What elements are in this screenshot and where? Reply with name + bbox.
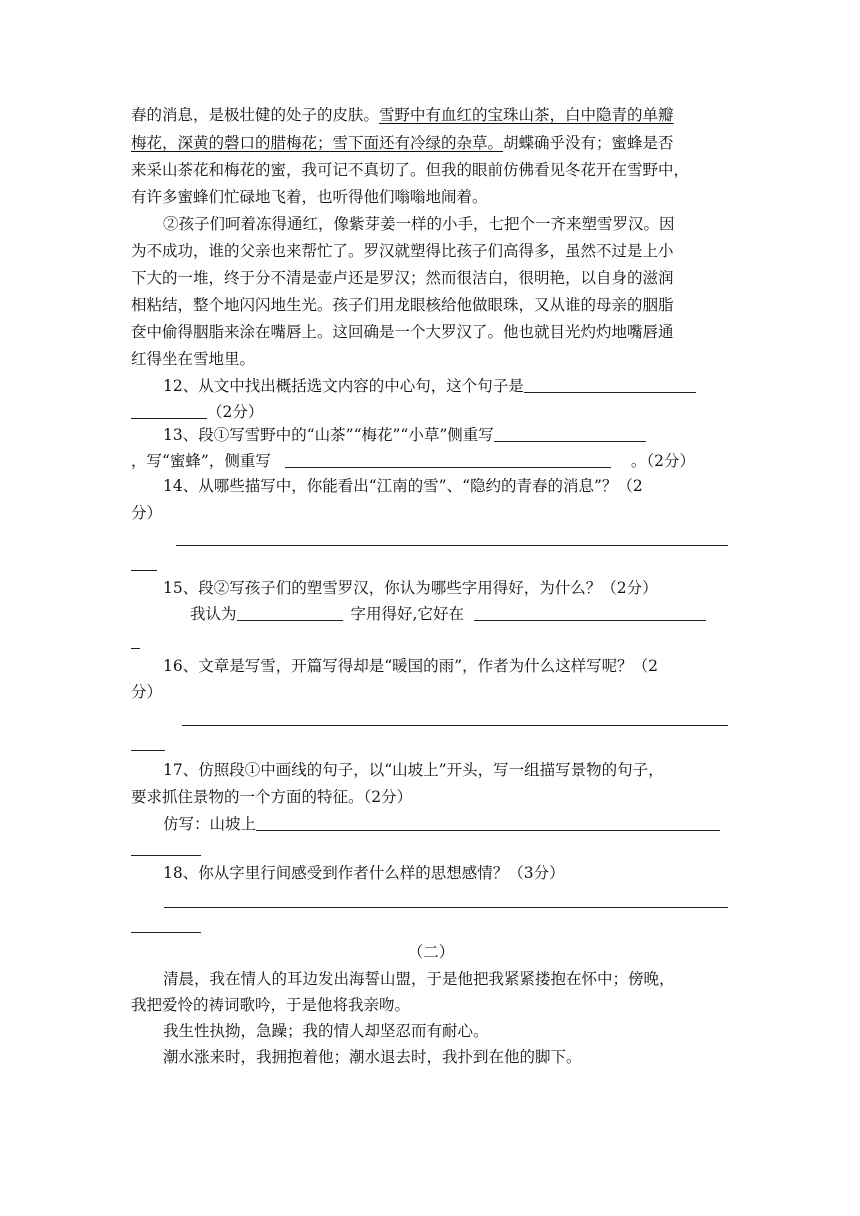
question-13: 13、段①写雪野中的“山茶”“梅花”“小草”侧重写: [163, 422, 731, 448]
answer-line[interactable]: [176, 528, 728, 546]
answer-line[interactable]: [131, 631, 140, 649]
question-17-answer: 仿写：山坡上: [163, 811, 731, 837]
underlined-sentence: 雪野中有血红的宝珠山茶，白中隐青的单瓣: [379, 106, 674, 124]
question-15: 15、段②写孩子们的塑雪罗汉，你认为哪些字用得好，为什么？（2分）: [163, 579, 658, 597]
answer-blank[interactable]: [256, 813, 720, 831]
passage-line: 梅花，深黄的磬口的腊梅花；雪下面还有冷绿的杂草。胡蝶确乎没有；蜜蜂是否: [131, 134, 674, 152]
section-heading: （二）: [407, 943, 455, 961]
answer-line[interactable]: [164, 890, 728, 908]
underlined-sentence: 梅花，深黄的磬口的腊梅花；雪下面还有冷绿的杂草。: [131, 134, 504, 152]
answer-blank[interactable]: [494, 424, 646, 442]
answer-line[interactable]: [131, 733, 165, 751]
question-12: 12、从文中找出概括选文内容的中心句，这个句子是: [163, 373, 731, 399]
passage-line: 来采山茶花和梅花的蜜，我可记不真切了。但我的眼前仿佛看见冬花开在雪野中，: [131, 161, 690, 179]
passage-line: 为不成功，谁的父亲也来帮忙了。罗汉就塑得比孩子们高得多，虽然不过是上小: [131, 242, 674, 260]
question-16: 16、文章是写雪，开篇写得却是“暖国的雨”，作者为什么这样写呢？（2: [163, 657, 658, 675]
question-12-cont: （2分）: [131, 399, 731, 425]
answer-line[interactable]: [131, 838, 201, 856]
question-15-answer: 我认为 字用得好,它好在: [190, 601, 730, 627]
question-18: 18、你从字里行间感受到作者什么样的思想感情？（3分）: [163, 864, 565, 882]
answer-blank[interactable]: [524, 375, 696, 393]
passage-line: ②孩子们呵着冻得通红，像紫芽姜一样的小手，七把个一齐来塑雪罗汉。因: [163, 215, 675, 233]
answer-blank[interactable]: [474, 603, 706, 621]
passage-line: 相粘结，整个地闪闪地生光。孩子们用龙眼核给他做眼珠，又从谁的母亲的胭脂: [131, 296, 674, 314]
passage-line: 红得坐在雪地里。: [131, 350, 256, 368]
question-17-cont: 要求抓住景物的一个方面的特征。（2分）: [131, 788, 413, 806]
answer-blank[interactable]: [285, 450, 611, 468]
question-14: 14、从哪些描写中，你能看出“江南的雪”、“隐约的青春的消息”？（2: [163, 477, 643, 495]
answer-line[interactable]: [131, 553, 157, 571]
passage-line: 下大的一堆，终于分不清是壶卢还是罗汉；然而很洁白，很明艳，以自身的滋润: [131, 269, 674, 287]
question-17: 17、仿照段①中画线的句子，以“山坡上”开头，写一组描写景物的句子，: [163, 761, 664, 779]
answer-blank[interactable]: [131, 401, 207, 419]
passage-line: 我把爱怜的祷词歌吟，于是他将我亲吻。: [131, 996, 411, 1014]
question-16-cont: 分）: [131, 683, 163, 701]
passage-line: 清晨，我在情人的耳边发出海誓山盟，于是他把我紧紧搂抱在怀中；傍晚，: [163, 970, 675, 988]
answer-line[interactable]: [182, 708, 728, 726]
answer-line[interactable]: [131, 915, 201, 933]
question-13-cont: ，写“蜜蜂”，侧重写 。（2分）: [131, 452, 695, 470]
passage-line: 潮水涨来时，我拥抱着他；潮水退去时，我扑到在他的脚下。: [163, 1048, 582, 1066]
answer-blank[interactable]: [237, 603, 343, 621]
passage-line: 有许多蜜蜂们忙碌地飞着，也听得他们嗡嗡地闹着。: [131, 188, 488, 206]
passage-line: 春的消息，是极壮健的处子的皮肤。雪野中有血红的宝珠山茶，白中隐青的单瓣: [131, 106, 674, 124]
passage-line: 我生性执拗，急躁；我的情人却坚忍而有耐心。: [163, 1022, 489, 1040]
question-14-cont: 分）: [131, 504, 163, 522]
passage-line: 奁中偷得胭脂来涂在嘴唇上。这回确是一个大罗汉了。他也就目光灼灼地嘴唇通: [131, 323, 674, 341]
